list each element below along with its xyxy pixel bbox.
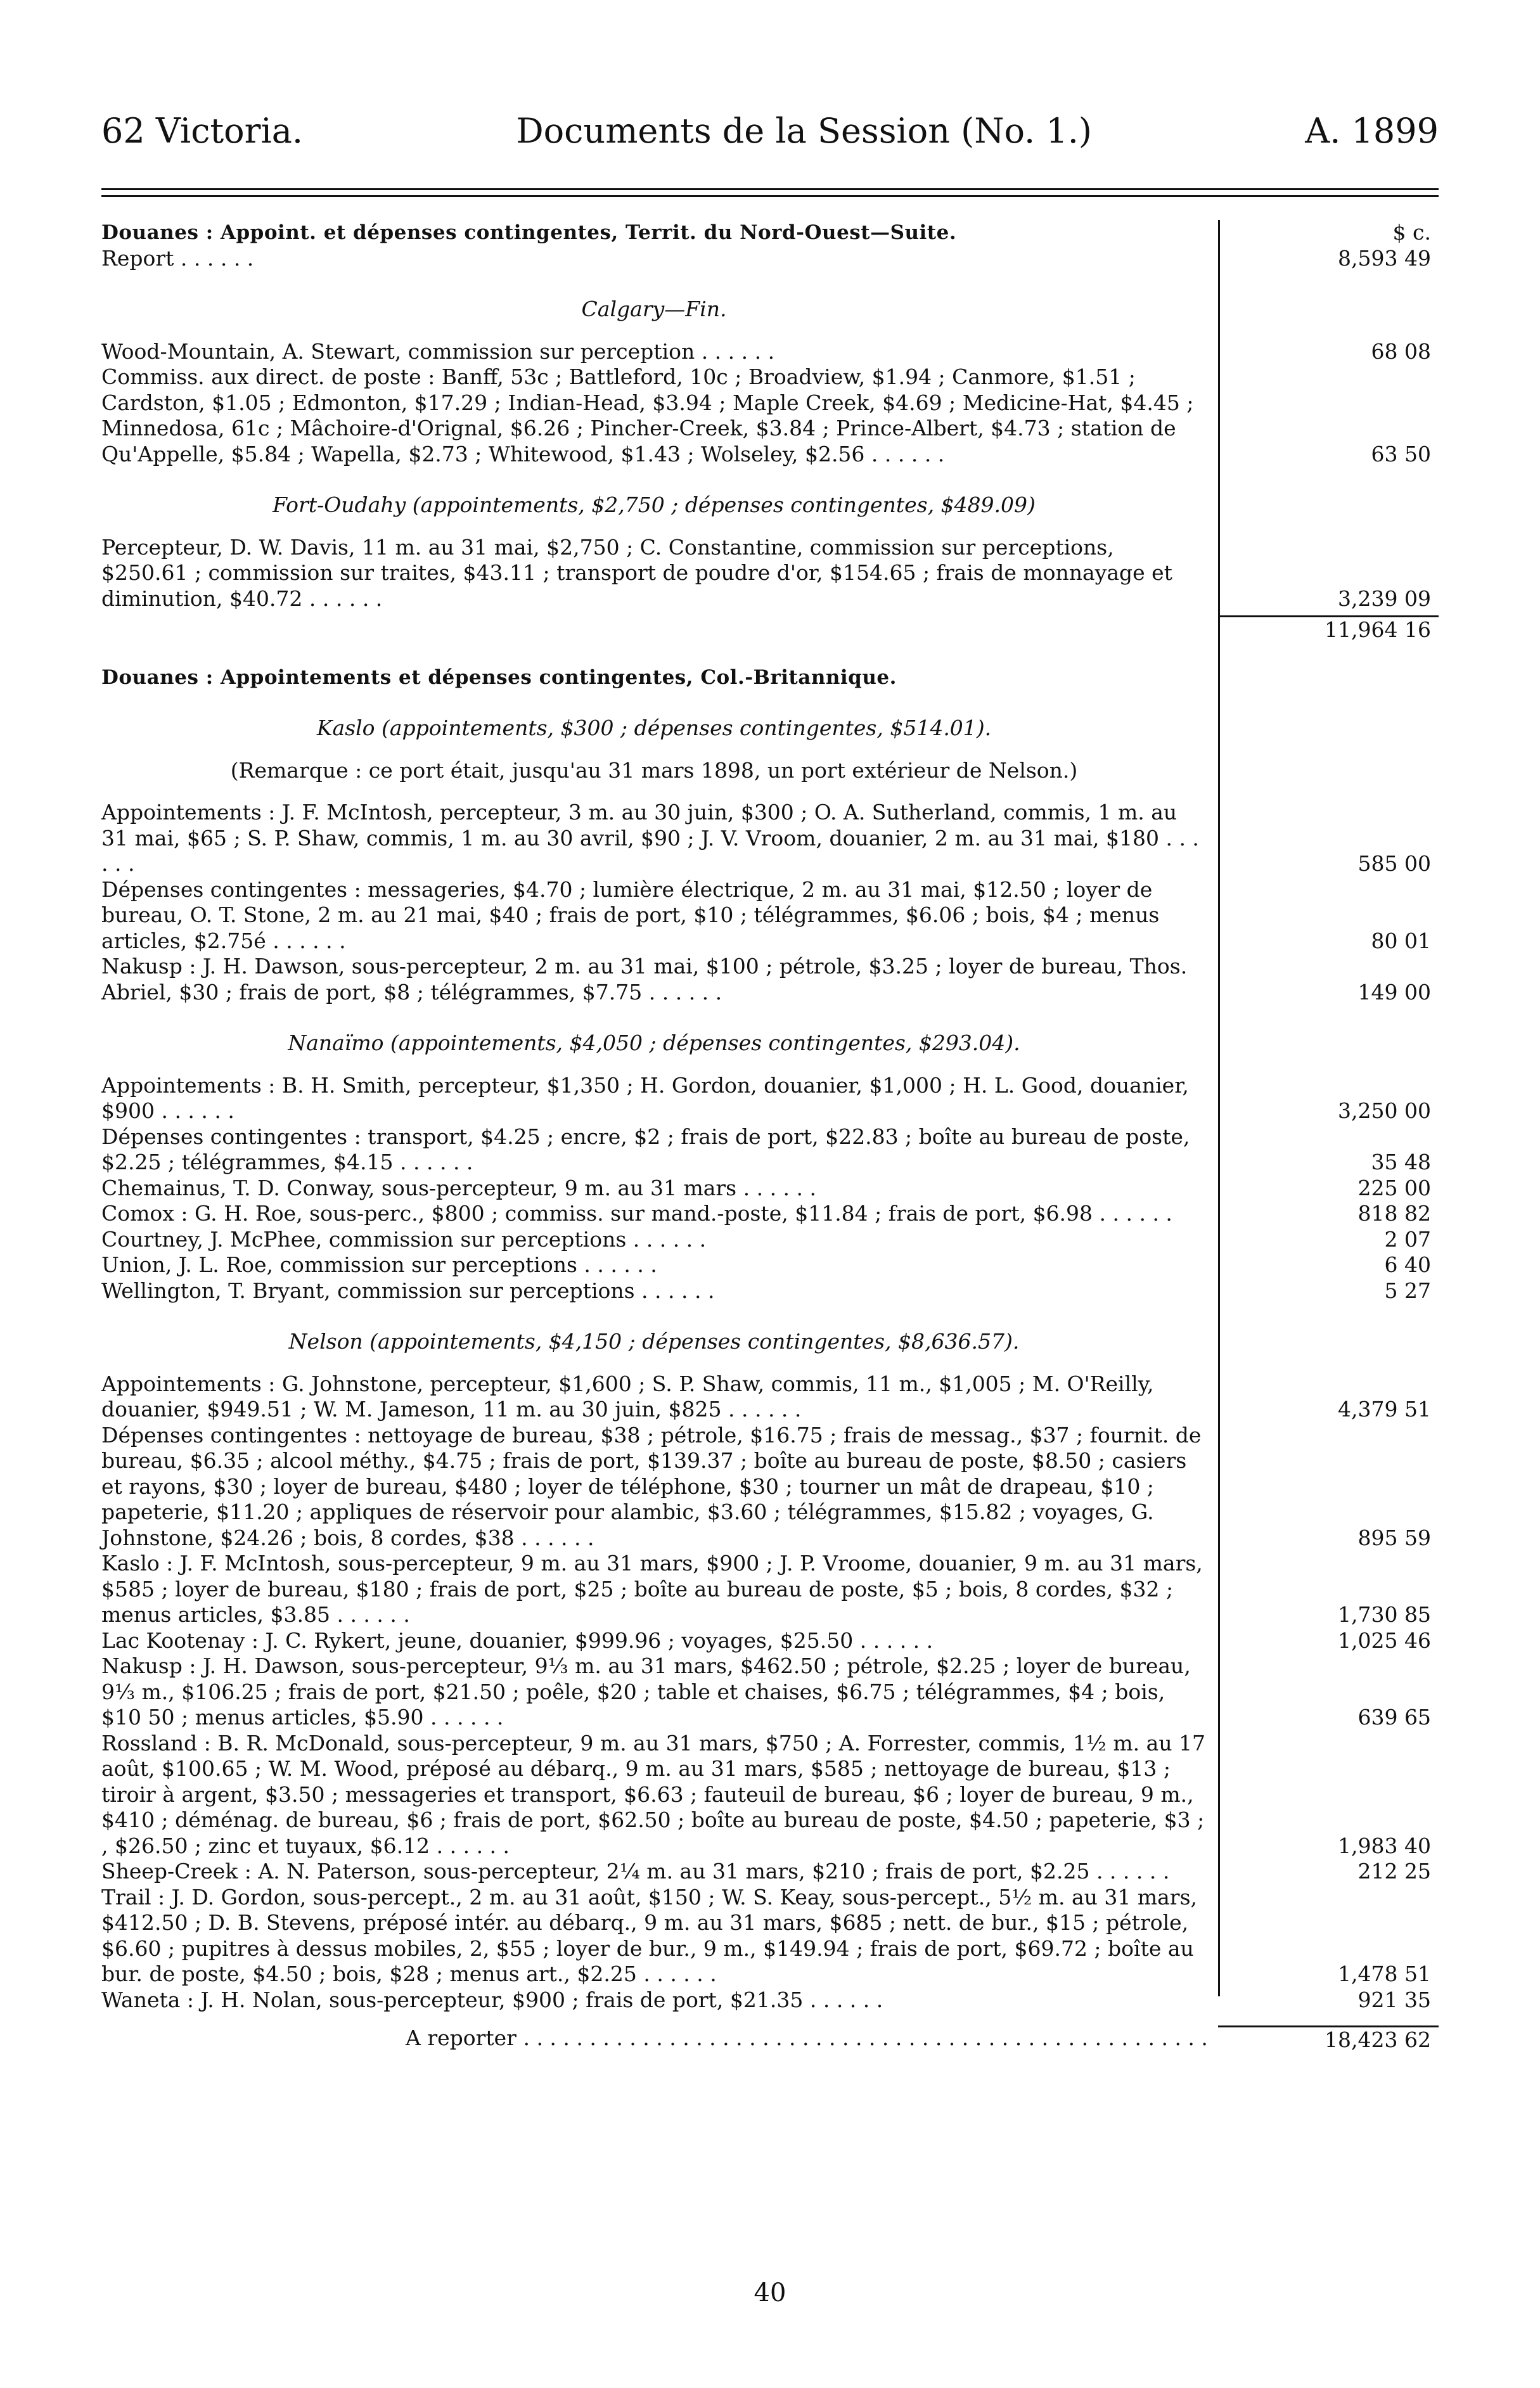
ledger-entry — [101, 1731, 1218, 1859]
entry-amount: 818 82 — [1357, 1201, 1431, 1226]
column-unit — [1218, 665, 1439, 691]
document-page — [101, 111, 1439, 2308]
ledger-entry — [101, 1987, 1218, 2013]
ledger-entry — [101, 1371, 1218, 1423]
ledger-entry — [101, 246, 1218, 272]
entry-description: Appointements : G. Johnstone, percepteur, $1,600 ; S. P. Shaw, commis, 11 m., $1,005 ; M. O'Reilly, douanier, $949.51 ; W. M. Jameson, 11 m. au 30 juin, $825 . . . . . . — [101, 1371, 1154, 1422]
section-title: Douanes : Appoint. et dépenses contingentes, Territ. du Nord-Ouest—Suite. — [101, 221, 957, 244]
entry-amount: 895 59 — [1357, 1525, 1431, 1550]
ledger-entry — [101, 1278, 1218, 1304]
leader-dots: . . . . . . — [695, 338, 775, 364]
leader-dots: . . . . . . — [626, 1226, 707, 1252]
entry-amount: 225 00 — [1357, 1175, 1431, 1200]
entry-amount: 8,593 49 — [1338, 245, 1431, 271]
entry-amount: 35 48 — [1371, 1150, 1431, 1174]
entry-description: Lac Kootenay : J. C. Rykert, jeune, douanier, $999.96 ; voyages, $25.50 . . . . . . — [101, 1627, 934, 1653]
leader-dots: . . . . . . — [423, 1705, 504, 1730]
entry-amount: 921 35 — [1357, 1987, 1431, 2012]
header-right: A. 1899 — [1305, 111, 1439, 151]
entry-amount: 3,250 00 — [1338, 1098, 1431, 1123]
ledger-entry — [101, 877, 1218, 954]
leader-dots: . . . . . . — [634, 1278, 715, 1303]
ledger-table — [101, 220, 1439, 2053]
entry-description: Appointements : J. F. McIntosh, percepteur, 3 m. au 30 juin, $300 ; O. A. Sutherland, commis, 1 m. au 31 mai, $65 ; S. P. Shaw, commis, 1 m. au 30 avril, $90 ; J. V. Vroom, douanier, 2 m. au 31 mai, $180 . . . . . . — [101, 800, 1199, 876]
carry-forward-label: A reporter . . . — [406, 2025, 1207, 2050]
leader-dots: . . . . . . — [736, 1175, 817, 1200]
entry-description: Percepteur, D. W. Davis, 11 m. au 31 mai, $2,750 ; C. Constantine, commission sur perceptions, $250.61 ; commission sur traites, $43.11 ; transport de poudre d'or, $154.65 ; frais de monnayage et diminution, $40.72 . . . . . . — [101, 534, 1172, 611]
entry-amount: 585 00 — [1357, 851, 1431, 876]
entry-description: Dépenses contingentes : nettoyage de bureau, $38 ; pétrole, $16.75 ; frais de messag., $37 ; fournit. de bureau, $6.35 ; alcool méthy., $4.75 ; frais de port, $139.37 ; boîte au bureau de poste, $8.50 ; casiers et rayons, $30 ; loyer de bureau, $480 ; loyer de téléphone, $30 ; tourner un mât de drapeau, $10 ; papeterie, $11.20 ; appliques de réservoir pour alambic, $3.60 ; télégrammes, $15.82 ; voyages, G. Johnstone, $24.26 ; bois, 8 cordes, $38 . . . . . . — [101, 1422, 1202, 1550]
ledger-entry — [101, 1859, 1218, 1885]
ledger-entry — [101, 1628, 1218, 1654]
leader-dots: . . . . . . — [642, 979, 722, 1005]
ledger-entry — [101, 954, 1218, 1005]
leader-dots: . . . . . . — [721, 1397, 802, 1422]
entry-amount: 4,379 51 — [1338, 1397, 1431, 1422]
leader-dots: . . . . . . — [1093, 1201, 1172, 1226]
ledger-entry — [101, 364, 1218, 467]
ledger-entry — [101, 1176, 1218, 1202]
ledger-entry — [101, 1885, 1218, 1987]
entry-description: Waneta : J. H. Nolan, sous-percepteur, $900 ; frais de port, $21.35 . . . . . . — [101, 1987, 883, 2012]
entry-amount: 80 01 — [1371, 928, 1431, 953]
entry-description: Appointements : B. H. Smith, percepteur, $1,350 ; H. Gordon, douanier, $1,000 ; H. L. Good, douanier, $900 . . . . . . — [101, 1072, 1189, 1123]
page-number: 40 — [754, 2278, 786, 2308]
carry-forward — [101, 2025, 1218, 2053]
entry-amount: 1,730 85 — [1338, 1602, 1431, 1627]
leader-dots: . . . . . . — [577, 1252, 657, 1277]
entry-description: Trail : J. D. Gordon, sous-percept., 2 m. au 31 août, $150 ; W. S. Keay, sous-percept., 5½ m. au 31 mars, $412.50 ; D. B. Stevens, préposé intér. au débarq., 9 m. au 31 mars, $685 ; nett. de bur., $15 ; pétrole, $6.60 ; pupitres à dessus mobiles, 2, $55 ; loyer de bur., 9 m., $149.94 ; frais de port, $69.72 ; boîte au bur. de poste, $4.50 ; bois, $28 ; menus art., $2.25 . . . . . . — [101, 1884, 1198, 1986]
leader-dots: . . . . . . — [514, 1525, 594, 1550]
entry-description: Sheep-Creek : A. N. Paterson, sous-percepteur, 2¼ m. au 31 mars, $210 ; frais de port, $2.25 . . . . . . — [101, 1859, 1170, 1884]
port-heading: Fort-Oudahy (appointements, $2,750 ; dépenses contingentes, $489.09) — [273, 492, 1036, 517]
entry-amount: 1,983 40 — [1338, 1833, 1431, 1858]
entry-amount: 63 50 — [1371, 441, 1431, 466]
ledger-entry — [101, 1227, 1218, 1253]
entry-description: Commiss. aux direct. de poste : Banff, 53c ; Battleford, 10c ; Broadview, $1.94 ; Canmore, $1.51 ; Cardston, $1.05 ; Edmonton, $17.29 ; Indian-Head, $3.94 ; Maple Creek, $4.69 ; Medicine-Hat, $4.45 ; Minnedosa, 61c ; Mâchoire-d'Orignal, $6.26 ; Pincher-Creek, $3.84 ; Prince-Albert, $4.73 ; station de Qu'Appelle, $5.84 ; Wapella, $2.73 ; Whitewood, $1.43 ; Wolseley, $2.56 . . . . . . — [101, 364, 1194, 466]
header-left: 62 Victoria. — [101, 111, 304, 151]
port-heading: Nanaïmo (appointements, $4,050 ; dépenses contingentes, $293.04). — [288, 1030, 1020, 1055]
entry-description: Wood-Mountain, A. Stewart, commission sur perception . . . . . . — [101, 338, 775, 364]
running-header — [101, 111, 1439, 155]
entry-amount: 2 07 — [1384, 1226, 1431, 1252]
ledger-entry — [101, 535, 1218, 612]
port-heading: Calgary—Fin. — [581, 297, 727, 321]
ledger-entry — [101, 1252, 1218, 1278]
section-title: Douanes : Appointements et dépenses contingentes, Col.-Britannique. — [101, 665, 897, 689]
header-double-rule — [101, 188, 1439, 197]
entry-description: Kaslo : J. F. McIntosh, sous-percepteur, 9 m. au 31 mars, $900 ; J. P. Vroome, douanier, 9 m. au 31 mars, $585 ; loyer de bureau, $180 ; frais de port, $25 ; boîte au bureau de poste, $5 ; bois, 8 cordes, $32 ; menus articles, $3.85 . . . . . . — [101, 1551, 1203, 1627]
entry-amount: 68 08 — [1371, 338, 1431, 364]
leader-dots: . . . . . . — [864, 441, 945, 466]
leader-dots: . . . . . . — [154, 1098, 234, 1123]
entry-amount: 6 40 — [1384, 1252, 1431, 1277]
ledger-entry — [101, 1073, 1218, 1124]
ledger-entry — [101, 1124, 1218, 1176]
leader-dots: . . . . . . — [803, 1987, 883, 2012]
entry-description: Chemainus, T. D. Conway, sous-percepteur, 9 m. au 31 mars . . . . . . — [101, 1175, 817, 1200]
total-spacer — [101, 612, 1218, 643]
ledger-entry — [101, 1653, 1218, 1731]
entry-amount: 1,025 46 — [1338, 1627, 1431, 1653]
leader-dots: . . . . . . — [853, 1627, 934, 1653]
entry-amount: 5 27 — [1384, 1278, 1431, 1303]
leader-dots: . . . . . . — [393, 1150, 473, 1174]
port-heading: Nelson (appointements, $4,150 ; dépenses contingentes, $8,636.57). — [288, 1329, 1020, 1354]
column-unit: $ c. — [1392, 220, 1431, 245]
entry-description: Rossland : B. R. McDonald, sous-percepteur, 9 m. au 31 mars, $750 ; A. Forrester, commis, 1½ m. au 17 août, $100.65 ; W. M. Wood, préposé au débarq., 9 m. au 31 mars, $585 ; nettoyage de bureau, $13 ; tiroir à argent, $3.50 ; messageries et transport, $6.63 ; fauteuil de bureau, $6 ; loyer de bureau, 9 m., $410 ; déménag. de bureau, $6 ; frais de port, $62.50 ; boîte au bureau de poste, $4.50 ; papeterie, $3 ; , $26.50 ; zinc et tuyaux, $6.12 . . . . . . — [101, 1730, 1206, 1858]
leader-dots: . . . . . . — [101, 825, 1199, 876]
entry-description: Comox : G. H. Roe, sous-perc., $800 ; commiss. sur mand.-poste, $11.84 ; frais de port, $6.98 . . . . . . — [101, 1201, 1172, 1226]
entry-description: Nakusp : J. H. Dawson, sous-percepteur, 9⅓ m. au 31 mars, $462.50 ; pétrole, $2.25 ; loyer de bureau, 9⅓ m., $106.25 ; frais de port, $21.50 ; poêle, $20 ; table et chaises, $6.75 ; télégrammes, $4 ; bois, $10 50 ; menus articles, $5.90 . . . . . . — [101, 1653, 1191, 1730]
leader-dots: . . . . . . — [330, 1602, 410, 1627]
entry-description: Report . . . . . . — [101, 245, 254, 271]
ledger-entry — [101, 1201, 1218, 1227]
entry-amount: 3,239 09 — [1338, 586, 1431, 611]
entry-description: Union, J. L. Roe, commission sur perceptions . . . . . . — [101, 1252, 657, 1277]
leader-dots: . . . . . . — [174, 245, 254, 271]
section-total: 11,964 16 — [1218, 615, 1439, 643]
entry-description: Wellington, T. Bryant, commission sur perceptions . . . . . . — [101, 1278, 715, 1303]
entry-description: Dépenses contingentes : transport, $4.25 ; encre, $2 ; frais de port, $22.83 ; boîte au bureau de poste, $2.25 ; télégrammes, $4.15 . . . . . . — [101, 1124, 1190, 1174]
leader-dots: . . . . . . — [430, 1833, 510, 1858]
entry-description: Dépenses contingentes : messageries, $4.70 ; lumière électrique, 2 m. au 31 mai, $12.50 ; loyer de bureau, O. T. Stone, 2 m. au 21 mai, $40 ; frais de port, $10 ; télégrammes, $6.06 ; bois, $4 ; menus articles, $2.75é . . . . . . — [101, 876, 1160, 953]
leader-dots: . . . . . . — [266, 928, 346, 953]
leader-dots: . . . . . . — [1089, 1859, 1170, 1884]
entry-amount: 212 25 — [1357, 1859, 1431, 1884]
remark-note: (Remarque : ce port était, jusqu'au 31 mars 1898, un port extérieur de Nelson.) — [230, 757, 1078, 783]
entry-amount: 1,478 51 — [1338, 1961, 1431, 1986]
entry-description: Nakusp : J. H. Dawson, sous-percepteur, 2 m. au 31 mai, $100 ; pétrole, $3.25 ; loyer de bureau, Thos. Abriel, $30 ; frais de port, $8 ; télégrammes, $7.75 . . . . . . — [101, 954, 1188, 1005]
ledger-entry — [101, 1423, 1218, 1551]
ledger-entry — [101, 339, 1218, 365]
ledger-entry — [101, 800, 1218, 877]
carry-forward-amount: 18,423 62 — [1218, 2025, 1439, 2053]
leader-dots: . . . . . . — [302, 586, 383, 611]
ledger-entry — [101, 1551, 1218, 1628]
leader-dots: . . . . . . — [636, 1961, 717, 1986]
entry-amount: 149 00 — [1357, 979, 1431, 1005]
entry-description: Courtney, J. McPhee, commission sur perceptions . . . . . . — [101, 1226, 707, 1252]
port-heading: Kaslo (appointements, $300 ; dépenses contingentes, $514.01). — [316, 716, 992, 740]
entry-amount: 639 65 — [1357, 1705, 1431, 1730]
header-center: Documents de la Session (No. 1.) — [516, 111, 1092, 151]
